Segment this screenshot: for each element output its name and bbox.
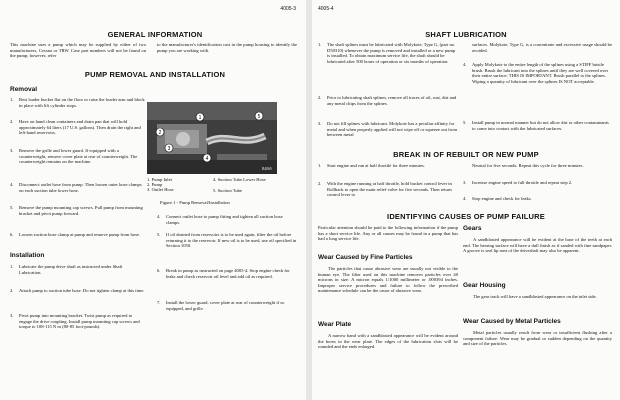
installation-step — [157, 268, 297, 279]
step-text: Rest loader bucket flat on the floor or raise the loader arm and block in place with lift cylinder stops. — [19, 97, 145, 108]
step-text: Lubricate the pump drive shaft as instructed under Shaft Lubrication. — [19, 264, 123, 275]
intro-paragraph-col1: This machine uses a pump which may be supplied by either of two manufacturers, Cessna or TRW. Case part numbers will not be found on the pump; however, refer — [10, 42, 146, 59]
step-text: Remove the grille and lower guard. If equipped with a counterweight, remove cover plate at rear of counterweight. The counterweight remains on the machine. — [19, 148, 138, 165]
right-page — [312, 0, 620, 400]
legend-item — [213, 188, 242, 194]
removal-heading: Removal — [10, 86, 38, 93]
legend-number: 1. — [147, 177, 151, 182]
step-number: 2. — [10, 288, 14, 293]
svg-text:5: 5 — [257, 114, 261, 120]
step-number: 5. — [463, 120, 467, 125]
intro-paragraph-col2: to the manufacturer's identification cast in the pump housing to identify the pump you are working with. — [157, 42, 297, 53]
lubrication-step — [463, 120, 612, 131]
removal-step — [10, 119, 146, 136]
installation-step — [157, 214, 297, 225]
step-text: If oil drained from reservoirs is to be used again, filter the oil before returning it to the reservoir. If new oil is to be used, use oil specified in Section 1050. — [166, 232, 297, 249]
pump-photo-illustration — [147, 102, 277, 174]
gear-housing-text: The gear track will have a sandblasted appearance on the inlet side. — [473, 294, 597, 299]
step-number: 4. — [463, 62, 467, 67]
installation-heading: Installation — [10, 252, 45, 259]
step-text: Install pump in normal manner but do not allow dirt or other contaminants to come into contact with the lubricated surfaces. — [472, 120, 609, 131]
break-in-step — [463, 180, 612, 186]
step-number: 3. — [10, 313, 14, 318]
gears-heading: Gears — [463, 225, 482, 232]
legend-number: 3. — [147, 187, 151, 192]
step-number: 1. — [10, 97, 14, 102]
gear-housing-heading: Gear Housing — [463, 282, 506, 289]
step-text: Break in pump as instructed on page 4005-4. Stop engine check for leaks and check reservoir oil level and add oil as required. — [166, 268, 290, 279]
svg-text:3: 3 — [167, 146, 171, 152]
metal-particles-heading: Wear Caused by Metal Particles — [463, 318, 561, 325]
step-text: Start engine and run at half throttle for three minutes. — [327, 163, 425, 168]
step-number: 2. — [10, 119, 14, 124]
legend-text: Outlet Hose — [151, 187, 174, 192]
step-text: Increase engine speed to full throttle and repeat step 2. — [472, 180, 573, 185]
legend-text: Suction Tube — [217, 188, 242, 193]
legend-item — [213, 177, 275, 183]
step-number: 5. — [10, 205, 14, 210]
legend-text: Pump — [151, 182, 163, 187]
lubrication-step — [318, 95, 458, 106]
removal-step — [10, 182, 146, 193]
removal-step — [10, 232, 146, 238]
legend-text: Pump Inlet — [151, 177, 172, 182]
break-in-step — [318, 163, 458, 169]
step-text: Prior to lubricating shaft splines, remove all traces of oil, rust, dirt and any metal chips from the splines. — [327, 95, 457, 106]
right-page-number: 4005-4 — [318, 6, 334, 12]
pump-photo — [147, 102, 277, 174]
lubrication-step — [463, 62, 612, 84]
gears-text: A sandblasted appearance will be evident at the base of the teeth at each end. The bearing surface will have a dull finish as if sanded with fine sandpaper. A groove is seal lip area of the driveshaft may also be apparent. — [463, 237, 612, 254]
step-number: 2. — [318, 95, 322, 100]
removal-step — [10, 148, 146, 165]
step-number: 7. — [157, 300, 161, 305]
wear-plate-text: A narrow band with a sandblasted appearance will be evident around the bores in the wear plate. The edges of the lubrication slots will be rounded and the ends enlarged. — [318, 333, 458, 350]
legend-item — [147, 187, 174, 193]
step-number: 6. — [10, 232, 14, 237]
installation-step — [10, 288, 146, 294]
left-page — [0, 0, 306, 400]
step-number: 2. — [318, 181, 322, 186]
legend-number: 2. — [147, 182, 151, 187]
step-number: 1. — [10, 264, 14, 269]
figure-caption: Figure 1 - Pump Removal/Installation — [160, 200, 230, 205]
step-text: Attach pump to suction tube hose. Do not tighten clamp at this time. — [19, 288, 145, 293]
step-number: 5. — [157, 232, 161, 237]
step-text: Apply Molykote to the entire length of the splines using a STIFF bristle brush. Brush the lubricant into the splines until they are well covered over their entire surface; THIS IS IMPORTANT. Brush parallel to the splines. Wiping a quantity of lubricant over the splines IS NOT acceptable. — [472, 62, 609, 84]
step-text: Connect outlet hose to pump fitting and tighten all suction hose clamps. — [166, 214, 283, 225]
step-text: Install the lower guard, cover plate at rear of counterweight if so equipped, and grille. — [166, 300, 285, 311]
step-text: Loosen suction hose clamp at pump and remove pump from hose. — [19, 232, 141, 237]
step-text: Pivot pump into mounting bracket. Twist pump as required to engage the drive coupling. Install pump mounting cap screws and torque to 108-115 N m (80-85 foot-pounds). — [19, 313, 140, 330]
step-number: 4. — [463, 196, 467, 201]
step-text: Disconnect outlet hose from pump. Then loosen outer hose clamps on each suction tube lower hose. — [19, 182, 142, 193]
lubrication-step — [318, 42, 458, 64]
pump-failure-title: IDENTIFYING CAUSES OF PUMP FAILURE — [387, 212, 545, 221]
installation-step — [10, 264, 146, 275]
wear-plate-heading: Wear Plate — [318, 321, 352, 328]
step-text: Stop engine and check for leaks. — [472, 196, 532, 201]
installation-step — [157, 232, 297, 249]
general-information-title: GENERAL INFORMATION — [107, 30, 203, 39]
step-number: 4. — [10, 182, 14, 187]
step-number: 1. — [318, 42, 322, 47]
break-in-step — [318, 181, 458, 198]
removal-step — [10, 205, 146, 216]
break-in-step-2-continued: Neutral for five seconds. Repeat this cycle for three minutes. — [472, 163, 584, 168]
left-page-number: 4005-3 — [280, 6, 296, 12]
svg-text:4: 4 — [205, 156, 209, 162]
legend-text: Suction Tube Lower Hose — [217, 177, 266, 182]
pump-removal-installation-title: PUMP REMOVAL AND INSTALLATION — [84, 70, 226, 79]
fine-particles-text: The particles that cause abrasive wear are usually not visible to the human eye. The filter used on this machine removes particles over 40 microns in size. A micron equals 1/1000 millimeter or .000394 inches. Improper service procedures and failure to follow the prescribed maintenance schedule can be the cause of abrasive wear. — [318, 266, 458, 294]
step-text: Remove the pump mounting cap screws. Pull pump from mounting bracket and pivot pump forward. — [19, 205, 143, 216]
svg-text:2: 2 — [158, 130, 162, 136]
step-number: 3. — [318, 121, 322, 126]
step-number: 3. — [463, 180, 467, 185]
step-text: Do not fill splines with lubricant. Molykote has a peculiar affinity for metal and when properly applied will not wipe off or squeeze out from between metal — [327, 121, 458, 138]
step-text: Have on hand clean containers and drain pan that will hold approximately 64 liters (17 U.S. gallons). Then drain the right and left-hand reservoirs. — [19, 119, 141, 136]
fine-particles-heading: Wear Caused by Fine Particles — [318, 254, 413, 261]
removal-step — [10, 97, 146, 108]
failure-intro: Particular attention should be paid to the following information if the pump has a short service life. Any or all causes may be found in a pump that has had a long service life. — [318, 225, 458, 242]
installation-step — [157, 300, 297, 311]
legend-number: 5. — [213, 188, 217, 193]
lubrication-step — [318, 121, 458, 138]
metal-particles-text: Metal particles usually result from wear or insufficient flushing after a component failure. Wear may be gradual or sudden depending on the quantity and size of the particles. — [463, 330, 612, 347]
legend-number: 4. — [213, 177, 217, 182]
step-number: 1. — [318, 163, 322, 168]
svg-text:1: 1 — [198, 115, 202, 121]
step-text: With the engine running at half throttle, hold bucket control lever in Rollback to open the main relief valve for five seconds. Then return control lever to — [327, 181, 452, 198]
installation-step — [10, 313, 146, 330]
shaft-lubrication-title: SHAFT LUBRICATION — [425, 30, 507, 39]
step-text: The shaft splines must be lubricated with Molykote, Type G, (part no. D50310) whenever the pump is removed and installed or a new pump is installed. To obtain maximum service life, the shaft should be lubricated after 500 hours of operation or six months of operation. — [327, 42, 456, 64]
figure-id: B4060 — [262, 167, 272, 171]
step-number: 3. — [10, 148, 14, 153]
break-in-title: BREAK IN OF REBUILT OR NEW PUMP — [393, 150, 539, 159]
break-in-step — [463, 196, 612, 202]
step-number: 4. — [157, 214, 161, 219]
step-number: 6. — [157, 268, 161, 273]
lubrication-step-3-continued: surfaces. Molykote, Type G, is a concentrate and excessive usage should be avoided. — [472, 42, 612, 53]
